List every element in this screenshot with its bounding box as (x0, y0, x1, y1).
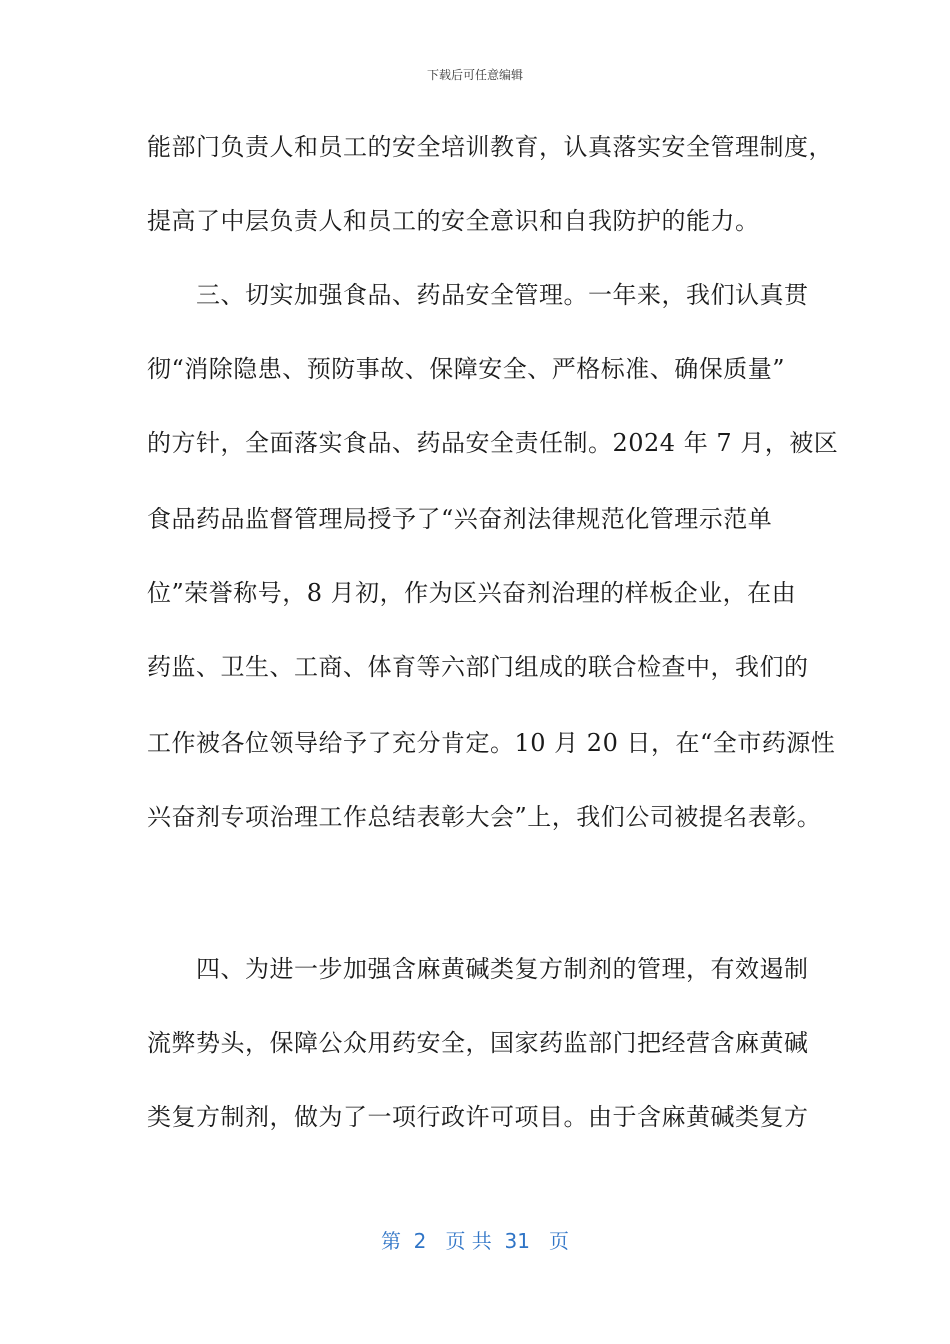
page-number-footer: 第 2 页 共 31 页 (380, 1229, 570, 1253)
paragraph-line: 的方针，全面落实食品、药品安全责任制。2024 年 7 月，被区 (147, 429, 839, 457)
paragraph-line: 位”荣誉称号，8 月初，作为区兴奋剂治理的样板企业，在由 (147, 579, 797, 607)
paragraph-line: 食品药品监督管理局授予了“兴奋剂法律规范化管理示范单 (147, 505, 773, 533)
paragraph-line: 流弊势头，保障公众用药安全，国家药监部门把经营含麻黄碱 (147, 1029, 809, 1057)
paragraph-line: 四、为进一步加强含麻黄碱类复方制剂的管理，有效遏制 (147, 955, 809, 983)
paragraph-line: 工作被各位领导给予了充分肯定。10 月 20 日，在“全市药源性 (147, 729, 836, 757)
paragraph-line: 兴奋剂专项治理工作总结表彰大会”上，我们公司被提名表彰。 (147, 803, 822, 831)
paragraph-line: 能部门负责人和员工的安全培训教育，认真落实安全管理制度， (147, 133, 833, 161)
paragraph-line: 提高了中层负责人和员工的安全意识和自我防护的能力。 (147, 207, 760, 235)
paragraph-line: 三、切实加强食品、药品安全管理。一年来，我们认真贯 (147, 281, 809, 309)
page-header: 下载后可任意编辑 (426, 68, 523, 82)
paragraph-line: 药监、卫生、工商、体育等六部门组成的联合检查中，我们的 (147, 653, 809, 681)
paragraph-line: 类复方制剂，做为了一项行政许可项目。由于含麻黄碱类复方 (147, 1103, 809, 1131)
paragraph-line: 彻“消除隐患、预防事故、保障安全、严格标准、确保质量” (147, 355, 786, 383)
